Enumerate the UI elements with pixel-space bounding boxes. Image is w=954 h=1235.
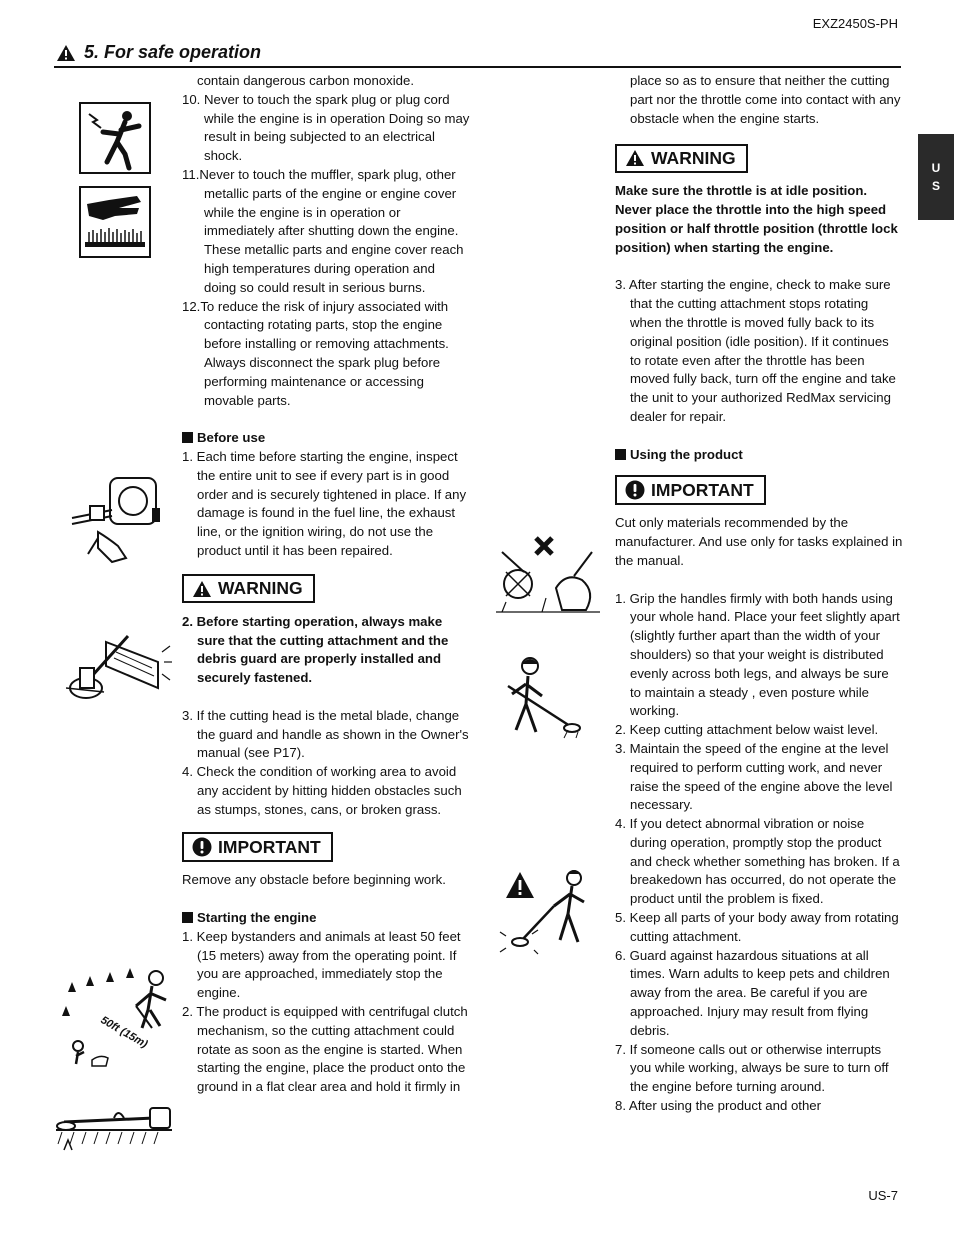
bullet-square-icon xyxy=(182,912,193,923)
important-badge: IMPORTANT xyxy=(615,475,766,505)
warning-triangle-icon xyxy=(56,44,76,62)
list-item: 4. Check the condition of working area to avoid any accident by hitting hidden obstacles such as stumps, stones, cans, or broken grass. xyxy=(182,764,462,817)
list-item: 5. Keep all parts of your body away from rotating cutting attachment. xyxy=(615,910,899,944)
bullet-square-icon xyxy=(182,432,193,443)
warning-badge: WARNING xyxy=(615,144,748,173)
prohibited-materials-illustration xyxy=(496,532,600,616)
list-item: 3. Maintain the speed of the engine at the level required to perform cutting work, and never raise the speed of the engine above the level necessary. xyxy=(615,740,893,813)
list-item: 1. Keep bystanders and animals at least 50 feet (15 meters) away from the operating point. If you are approached, immediately stop the engine. xyxy=(182,928,461,1001)
list-item: 7. If someone calls out or otherwise interrupts you while working, always be sure to turn off the engine before turning around. xyxy=(615,1041,889,1095)
section-title: 5. For safe operation xyxy=(84,42,262,62)
bystander-distance-illustration xyxy=(56,966,176,1070)
hot-surface-icon xyxy=(79,186,151,258)
list-item: 1. Grip the handles firmly with both hands using your whole hand. Place your feet slightly apart (slightly further apart than the width of your shoulders) so that your weight is distributed evenly across both legs, and always be sure to maintain a steady , even posture while working. xyxy=(615,590,900,719)
engine-inspection-illustration xyxy=(68,468,168,568)
warning-triangle-icon xyxy=(192,580,212,598)
important-text: Cut only materials recommended by the manufacturer. And use only for tasks explained in the manual. xyxy=(615,515,903,568)
distance-label: 50ft (15m) xyxy=(98,1014,150,1051)
list-item: 6. Guard against hazardous situations at all times. Warn adults to keep pets and children away from the area. Be careful if you are approached. Injury may result from flying debris. xyxy=(615,947,890,1038)
subheading-before-use: Before use xyxy=(182,429,470,448)
carry-text: contain dangerous carbon monoxide. xyxy=(197,73,415,88)
list-item: 4. If you detect abnormal vibration or noise during operation, promptly stop the product and check whether something has broken. If a breakedown has occurred, do not operate the product until the problem is fixed. xyxy=(615,816,900,907)
list-item: 2. The product is equipped with centrifugal clutch mechanism, so the cutting attachment could rotate as soon as the engine is started. When starting the engine, place the product onto the ground in a flat clear area and hold it firmly in xyxy=(182,1004,468,1095)
tab-letter-1: U xyxy=(931,161,941,175)
list-item: 8. After using the product and other xyxy=(615,1098,822,1114)
list-item: 1. Each time before starting the engine, inspect the entire unit to see if every part is in good order and is securely tightened in place. If any damage is found in the fuel line, the exhaust line, or the ignition wiring, do not use the product until it has been repaired. xyxy=(182,448,467,558)
warning-text: 2. Before starting operation, always make sure that the cutting attachment and the debris guard are properly installed and securely fastened. xyxy=(182,613,449,686)
important-text: Remove any obstacle before beginning work. xyxy=(182,872,446,888)
list-item: 10. Never to touch the spark plug or plug cord while the engine is in operation Doing so may result in being subjected to an electrical shock. xyxy=(182,91,470,164)
list-item: 3. If the cutting head is the metal blade, change the guard and handle as shown in the Owner's manual (see P17). xyxy=(182,707,469,761)
page-number: US-7 xyxy=(868,1188,898,1203)
exclamation-circle-icon xyxy=(192,837,212,857)
exclamation-circle-icon xyxy=(625,480,645,500)
list-item: 3. After starting the engine, check to make sure that the cutting attachment stops rotating when the throttle is moved fully back to its original position (idle position). If it continues to rotate even after the throttle has been moved fully back, turn off the engine and take the unit to your authorized RedMax servicing dealer for repair. xyxy=(615,277,896,424)
list-item: 12.To reduce the risk of injury associated with contacting rotating parts, stop the engine before installing or removing attachments. Always disconnect the spark plug before performing maintenance or accessing movable parts. xyxy=(182,298,449,408)
language-tab xyxy=(918,134,954,220)
left-column xyxy=(182,72,470,1097)
carry-text: place so as to ensure that neither the cutting part nor the throttle come into contact with any obstacle when the engine starts. xyxy=(630,73,901,126)
right-column xyxy=(615,72,903,1116)
warning-triangle-icon xyxy=(625,149,645,167)
header-rule xyxy=(54,66,901,68)
list-item: 2. Keep cutting attachment below waist level. xyxy=(615,722,879,738)
warning-text: Make sure the throttle is at idle position. Never place the throttle into the high speed position or half throttle position (throttle lock position) when starting the engine. xyxy=(615,183,898,255)
subheading-starting-engine: Starting the engine xyxy=(182,909,470,928)
tab-letter-2: S xyxy=(931,179,940,193)
subheading-using-product: Using the product xyxy=(615,446,903,465)
warning-badge: WARNING xyxy=(182,574,315,603)
debris-guard-illustration xyxy=(66,632,172,712)
list-item: 11.Never to touch the muffler, spark plug, other metallic parts of the engine or engine cover while the engine is in operation or immediately after shutting down the engine. These metallic parts and engine cover reach high temperatures during operation and doing so could result in serious burns. xyxy=(182,166,464,295)
bullet-square-icon xyxy=(615,449,626,460)
model-number: EXZ2450S-PH xyxy=(812,16,898,31)
start-on-ground-illustration xyxy=(54,1104,174,1154)
abnormal-vibration-illustration xyxy=(498,866,594,956)
important-badge: IMPORTANT xyxy=(182,832,333,862)
section-heading xyxy=(56,42,261,63)
electric-shock-icon xyxy=(79,102,151,174)
operator-stance-illustration xyxy=(498,654,582,740)
